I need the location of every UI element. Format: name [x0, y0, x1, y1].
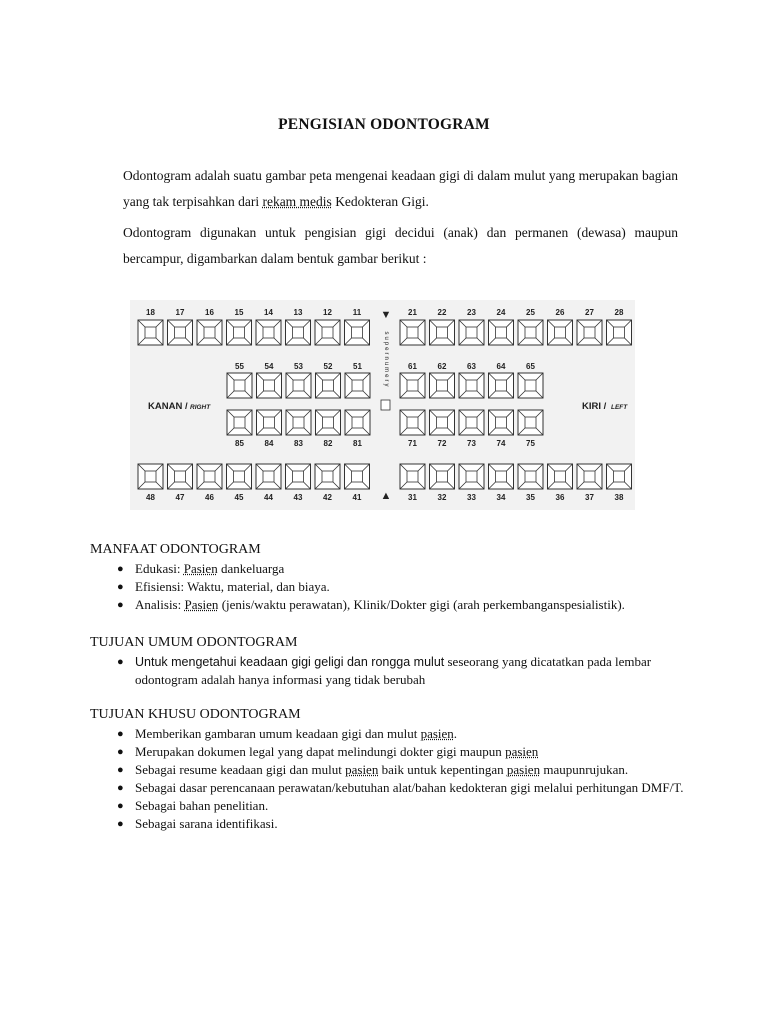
tooth-number-37: 37	[585, 493, 594, 502]
tooth-number-46: 46	[205, 493, 214, 502]
arrow-up-icon: ▲	[380, 490, 392, 502]
page-title: PENGISIAN ODONTOGRAM	[278, 116, 490, 133]
item-text: Analisis:	[135, 597, 185, 612]
intro-text-end: Kedokteran Gigi.	[331, 194, 429, 209]
intro-text: Odontogram adalah suatu gambar peta mengenai keadaan gigi di dalam mulut yang merupakan bagian yang tak terpisahkan dari	[123, 168, 678, 209]
tooth-22	[430, 320, 455, 345]
tooth-26	[548, 320, 573, 345]
tooth-number-44: 44	[264, 493, 273, 502]
tooth-number-48: 48	[146, 493, 155, 502]
tujuan-khusus-title: TUJUAN KHUSU ODONTOGRAM	[90, 707, 301, 722]
tooth-number-63: 63	[467, 362, 476, 371]
tooth-13	[286, 320, 311, 345]
note-icon	[381, 400, 390, 410]
tooth-number-73: 73	[467, 439, 476, 448]
item-text: seseorang yang dicatatkan pada lembar odontogram adalah hanya informasi yang tidak berubah	[135, 654, 652, 687]
tooth-35	[518, 464, 543, 489]
tooth-51	[345, 373, 370, 398]
tooth-43	[286, 464, 311, 489]
tooth-number-55: 55	[235, 362, 244, 371]
tooth-number-47: 47	[175, 493, 185, 502]
tooth-48	[138, 464, 163, 489]
tooth-number-61: 61	[408, 362, 417, 371]
list-item	[90, 653, 710, 689]
manfaat-title: MANFAAT ODONTOGRAM	[90, 542, 261, 557]
list-item	[90, 578, 710, 596]
tooth-number-82: 82	[323, 439, 333, 448]
item-text: Sebagai bahan penelitian.	[135, 798, 269, 813]
tujuan-khusus-section	[90, 706, 710, 833]
manfaat-section	[90, 541, 710, 614]
list-item	[90, 743, 710, 761]
tooth-number-28: 28	[614, 308, 624, 317]
tooth-number-81: 81	[353, 439, 362, 448]
tooth-number-54: 54	[264, 362, 274, 371]
bullet-icon: ●	[117, 563, 124, 575]
tooth-number-11: 11	[352, 308, 362, 317]
label-kanan-en: RIGHT	[190, 404, 211, 411]
tooth-11	[345, 320, 370, 345]
tooth-82	[316, 410, 341, 435]
item-text-end: .	[453, 726, 458, 741]
tooth-34	[489, 464, 514, 489]
tooth-23	[459, 320, 484, 345]
tooth-46	[197, 464, 222, 489]
tooth-number-23: 23	[467, 308, 476, 317]
tooth-number-36: 36	[555, 493, 565, 502]
tooth-number-26: 26	[555, 308, 565, 317]
tooth-73	[459, 410, 484, 435]
list-item	[90, 761, 710, 779]
tooth-number-33: 33	[467, 493, 476, 502]
tooth-63	[459, 373, 484, 398]
odontogram-chart	[130, 300, 635, 510]
tooth-33	[459, 464, 484, 489]
tooth-25	[518, 320, 543, 345]
tooth-number-65: 65	[526, 362, 535, 371]
list-item	[90, 725, 710, 743]
tooth-number-31: 31	[408, 493, 417, 502]
pasien-link[interactable]: pasien	[345, 762, 379, 777]
bullet-icon: ●	[117, 818, 124, 830]
tooth-24	[489, 320, 514, 345]
item-text: Efisiensi: Waktu, material, dan biaya.	[135, 579, 330, 594]
item-text: Sebagai resume keadaan gigi dan mulut	[135, 762, 346, 777]
tooth-number-51: 51	[353, 362, 362, 371]
tooth-41	[345, 464, 370, 489]
tooth-number-27: 27	[585, 308, 594, 317]
tooth-number-38: 38	[614, 493, 624, 502]
label-kanan: KANAN /	[148, 401, 188, 412]
tooth-27	[577, 320, 602, 345]
item-text: Merupakan dokumen legal yang dapat melindungi dokter gigi maupun	[135, 744, 506, 759]
tooth-84	[257, 410, 282, 435]
item-text: Sebagai sarana identifikasi.	[135, 816, 278, 831]
tooth-75	[518, 410, 543, 435]
tooth-number-75: 75	[526, 439, 535, 448]
label-kiri-en: LEFT	[611, 404, 628, 411]
tooth-31	[400, 464, 425, 489]
bullet-icon: ●	[117, 782, 124, 794]
tooth-83	[286, 410, 311, 435]
tooth-number-35: 35	[526, 493, 535, 502]
tooth-72	[430, 410, 455, 435]
tooth-12	[315, 320, 340, 345]
tooth-number-16: 16	[205, 308, 214, 317]
intro-paragraph-1	[123, 163, 678, 215]
tooth-number-17: 17	[175, 308, 185, 317]
tooth-number-64: 64	[496, 362, 506, 371]
list-item	[90, 797, 710, 815]
tooth-17	[168, 320, 193, 345]
tujuan-umum-section	[90, 634, 710, 689]
tooth-number-52: 52	[323, 362, 333, 371]
list-item	[90, 560, 710, 578]
tooth-71	[400, 410, 425, 435]
bullet-icon: ●	[117, 656, 124, 668]
tooth-number-24: 24	[496, 308, 506, 317]
label-kiri: KIRI /	[582, 401, 607, 412]
intro-paragraph-2: Odontogram digunakan untuk pengisian gigi decidui (anak) dan permanen (dewasa) maupun bercampur, digambarkan dalam bentuk gambar berikut :	[123, 225, 678, 266]
pasien-link[interactable]: pasien	[420, 726, 454, 741]
tooth-62	[430, 373, 455, 398]
tooth-37	[577, 464, 602, 489]
tooth-14	[256, 320, 281, 345]
tooth-number-53: 53	[294, 362, 303, 371]
tujuan-umum-title: TUJUAN UMUM ODONTOGRAM	[90, 635, 298, 650]
tooth-53	[286, 373, 311, 398]
arrow-down-icon: ▼	[380, 309, 392, 321]
tooth-number-32: 32	[437, 493, 447, 502]
tooth-52	[316, 373, 341, 398]
rekam-medis-link[interactable]: rekam medis	[262, 194, 332, 209]
tooth-number-42: 42	[323, 493, 332, 502]
tooth-number-22: 22	[437, 308, 447, 317]
tooth-number-34: 34	[496, 493, 506, 502]
list-item	[90, 596, 710, 614]
tooth-55	[227, 373, 252, 398]
tooth-18	[138, 320, 163, 345]
tooth-number-13: 13	[293, 308, 303, 317]
tooth-28	[607, 320, 632, 345]
bullet-icon: ●	[117, 764, 124, 776]
tooth-number-83: 83	[294, 439, 303, 448]
tooth-64	[489, 373, 514, 398]
item-text-end: (jenis/waktu perawatan), Klinik/Dokter gigi (arah perkembanganspesialistik).	[218, 597, 625, 612]
bullet-icon: ●	[117, 746, 124, 758]
tooth-42	[315, 464, 340, 489]
tooth-number-41: 41	[352, 493, 362, 502]
item-text: Memberikan gambaran umum keadaan gigi dan mulut	[135, 726, 421, 741]
tooth-32	[430, 464, 455, 489]
tooth-number-45: 45	[234, 493, 244, 502]
bullet-icon: ●	[117, 800, 124, 812]
tooth-number-25: 25	[526, 308, 535, 317]
tooth-number-74: 74	[496, 439, 506, 448]
tooth-21	[400, 320, 425, 345]
tooth-number-72: 72	[437, 439, 447, 448]
item-text: Edukasi:	[135, 561, 184, 576]
supernumery-label: supernumery	[383, 331, 389, 389]
tooth-44	[256, 464, 281, 489]
tooth-65	[518, 373, 543, 398]
item-text-end: dankeluarga	[217, 561, 285, 576]
tooth-16	[197, 320, 222, 345]
pasien-link[interactable]: pasien	[506, 762, 541, 777]
pasien-link[interactable]: pasien	[505, 744, 539, 759]
tooth-15	[227, 320, 252, 345]
tooth-number-62: 62	[437, 362, 447, 371]
tooth-38	[607, 464, 632, 489]
tooth-number-21: 21	[408, 308, 417, 317]
tooth-85	[227, 410, 252, 435]
item-text-mid: baik untuk kepentingan	[378, 762, 507, 777]
bullet-icon: ●	[117, 728, 124, 740]
list-item	[90, 815, 710, 833]
item-text-end: maupunrujukan.	[540, 762, 629, 777]
list-item	[90, 779, 710, 797]
bullet-icon: ●	[117, 581, 124, 593]
tooth-number-43: 43	[293, 493, 303, 502]
tooth-74	[489, 410, 514, 435]
tooth-number-84: 84	[264, 439, 274, 448]
pasien-link[interactable]: Pasien	[183, 561, 218, 576]
tooth-number-14: 14	[264, 308, 273, 317]
tooth-number-15: 15	[234, 308, 244, 317]
tooth-47	[168, 464, 193, 489]
item-text: Sebagai dasar perencanaan perawatan/kebutuhan alat/bahan kedokteran gigi melalui perhitungan DMF/T.	[135, 780, 684, 795]
pasien-link[interactable]: Pasien	[184, 597, 219, 612]
tooth-number-12: 12	[323, 308, 332, 317]
tooth-36	[548, 464, 573, 489]
bullet-icon: ●	[117, 599, 124, 611]
tooth-81	[345, 410, 370, 435]
item-text-sans: Untuk mengetahui keadaan gigi geligi dan rongga mulut	[135, 655, 445, 669]
tooth-number-85: 85	[235, 439, 244, 448]
tooth-45	[227, 464, 252, 489]
tooth-61	[400, 373, 425, 398]
tooth-number-18: 18	[146, 308, 155, 317]
tooth-54	[257, 373, 282, 398]
tooth-number-71: 71	[408, 439, 417, 448]
